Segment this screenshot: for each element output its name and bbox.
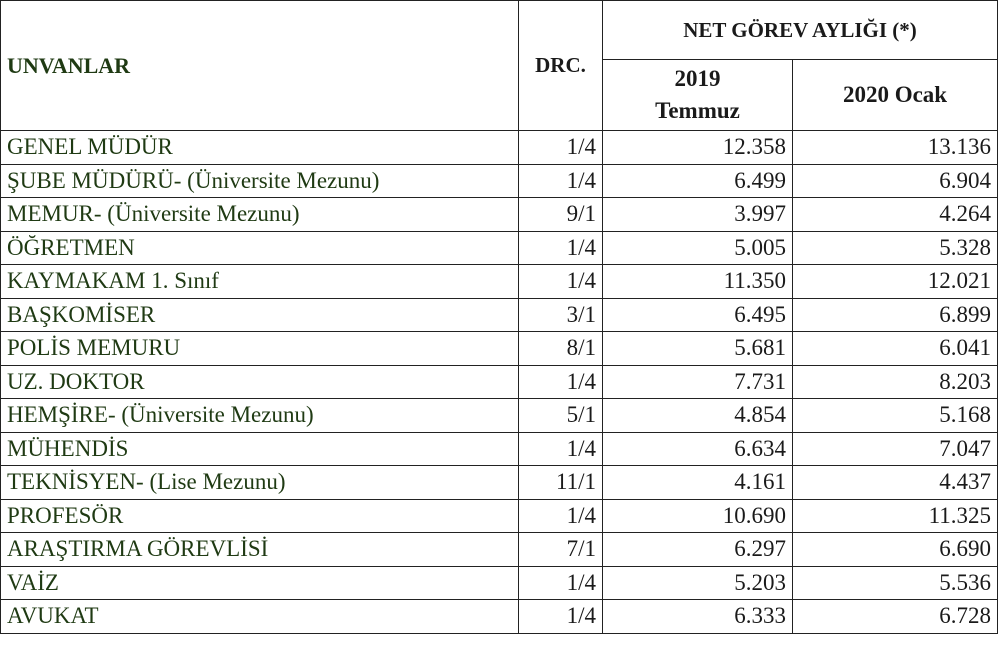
row-title: UZ. DOKTOR [1,365,519,399]
row-value-2019: 6.333 [603,600,793,634]
table-row [1,332,998,366]
row-value-2019: 5.005 [603,231,793,265]
row-grade: 1/4 [519,432,603,466]
table-row [1,198,998,232]
row-value-2019: 11.350 [603,265,793,299]
table-row [1,231,998,265]
row-grade: 1/4 [519,265,603,299]
row-value-2020: 13.136 [793,131,998,165]
row-grade: 1/4 [519,499,603,533]
row-grade: 8/1 [519,332,603,366]
row-grade: 1/4 [519,600,603,634]
row-value-2020: 5.328 [793,231,998,265]
row-value-2020: 5.168 [793,399,998,433]
row-title: KAYMAKAM 1. Sınıf [1,265,519,299]
row-value-2019: 3.997 [603,198,793,232]
table-row [1,131,998,165]
row-title: MEMUR- (Üniversite Mezunu) [1,198,519,232]
row-value-2019: 4.161 [603,466,793,500]
table-row [1,499,998,533]
header-grade: DRC. [519,1,603,131]
row-value-2019: 6.499 [603,164,793,198]
row-value-2019: 7.731 [603,365,793,399]
row-value-2019: 6.297 [603,533,793,567]
header-net-salary: NET GÖREV AYLIĞI (*) [603,1,998,60]
row-value-2019: 6.495 [603,298,793,332]
row-value-2020: 11.325 [793,499,998,533]
row-grade: 3/1 [519,298,603,332]
row-grade: 1/4 [519,231,603,265]
row-value-2019: 12.358 [603,131,793,165]
header-title: UNVANLAR [1,1,519,131]
table-row [1,298,998,332]
row-value-2020: 6.041 [793,332,998,366]
table-row [1,399,998,433]
row-value-2019: 10.690 [603,499,793,533]
row-value-2019: 5.203 [603,566,793,600]
row-value-2020: 6.690 [793,533,998,567]
row-value-2020: 7.047 [793,432,998,466]
row-title: TEKNİSYEN- (Lise Mezunu) [1,466,519,500]
row-value-2020: 8.203 [793,365,998,399]
row-value-2020: 6.904 [793,164,998,198]
header-year-2020: 2020 Ocak [793,60,998,131]
row-title: PROFESÖR [1,499,519,533]
row-title: ŞUBE MÜDÜRÜ- (Üniversite Mezunu) [1,164,519,198]
row-grade: 5/1 [519,399,603,433]
table-row [1,600,998,634]
row-grade: 1/4 [519,131,603,165]
table-row [1,365,998,399]
row-value-2020: 5.536 [793,566,998,600]
table-row [1,265,998,299]
row-title: POLİS MEMURU [1,332,519,366]
header-year-2019 [603,60,793,131]
row-title: GENEL MÜDÜR [1,131,519,165]
table-row [1,566,998,600]
header-row-1 [1,1,998,60]
row-grade: 1/4 [519,566,603,600]
row-grade: 11/1 [519,466,603,500]
row-value-2020: 4.437 [793,466,998,500]
row-title: VAİZ [1,566,519,600]
row-value-2020: 4.264 [793,198,998,232]
table-body [1,131,998,634]
row-title: MÜHENDİS [1,432,519,466]
row-title: ÖĞRETMEN [1,231,519,265]
row-grade: 9/1 [519,198,603,232]
row-value-2019: 6.634 [603,432,793,466]
row-value-2020: 6.728 [793,600,998,634]
row-grade: 1/4 [519,164,603,198]
row-title: BAŞKOMİSER [1,298,519,332]
row-value-2020: 6.899 [793,298,998,332]
row-title: HEMŞİRE- (Üniversite Mezunu) [1,399,519,433]
row-grade: 1/4 [519,365,603,399]
row-value-2020: 12.021 [793,265,998,299]
row-grade: 7/1 [519,533,603,567]
table-row [1,432,998,466]
table-row [1,164,998,198]
row-title: AVUKAT [1,600,519,634]
table-row [1,533,998,567]
row-value-2019: 5.681 [603,332,793,366]
table-row [1,466,998,500]
header-year-2019-year: 2019 [674,66,721,91]
row-title: ARAŞTIRMA GÖREVLİSİ [1,533,519,567]
header-year-2019-month: Temmuz [655,98,740,123]
row-value-2019: 4.854 [603,399,793,433]
